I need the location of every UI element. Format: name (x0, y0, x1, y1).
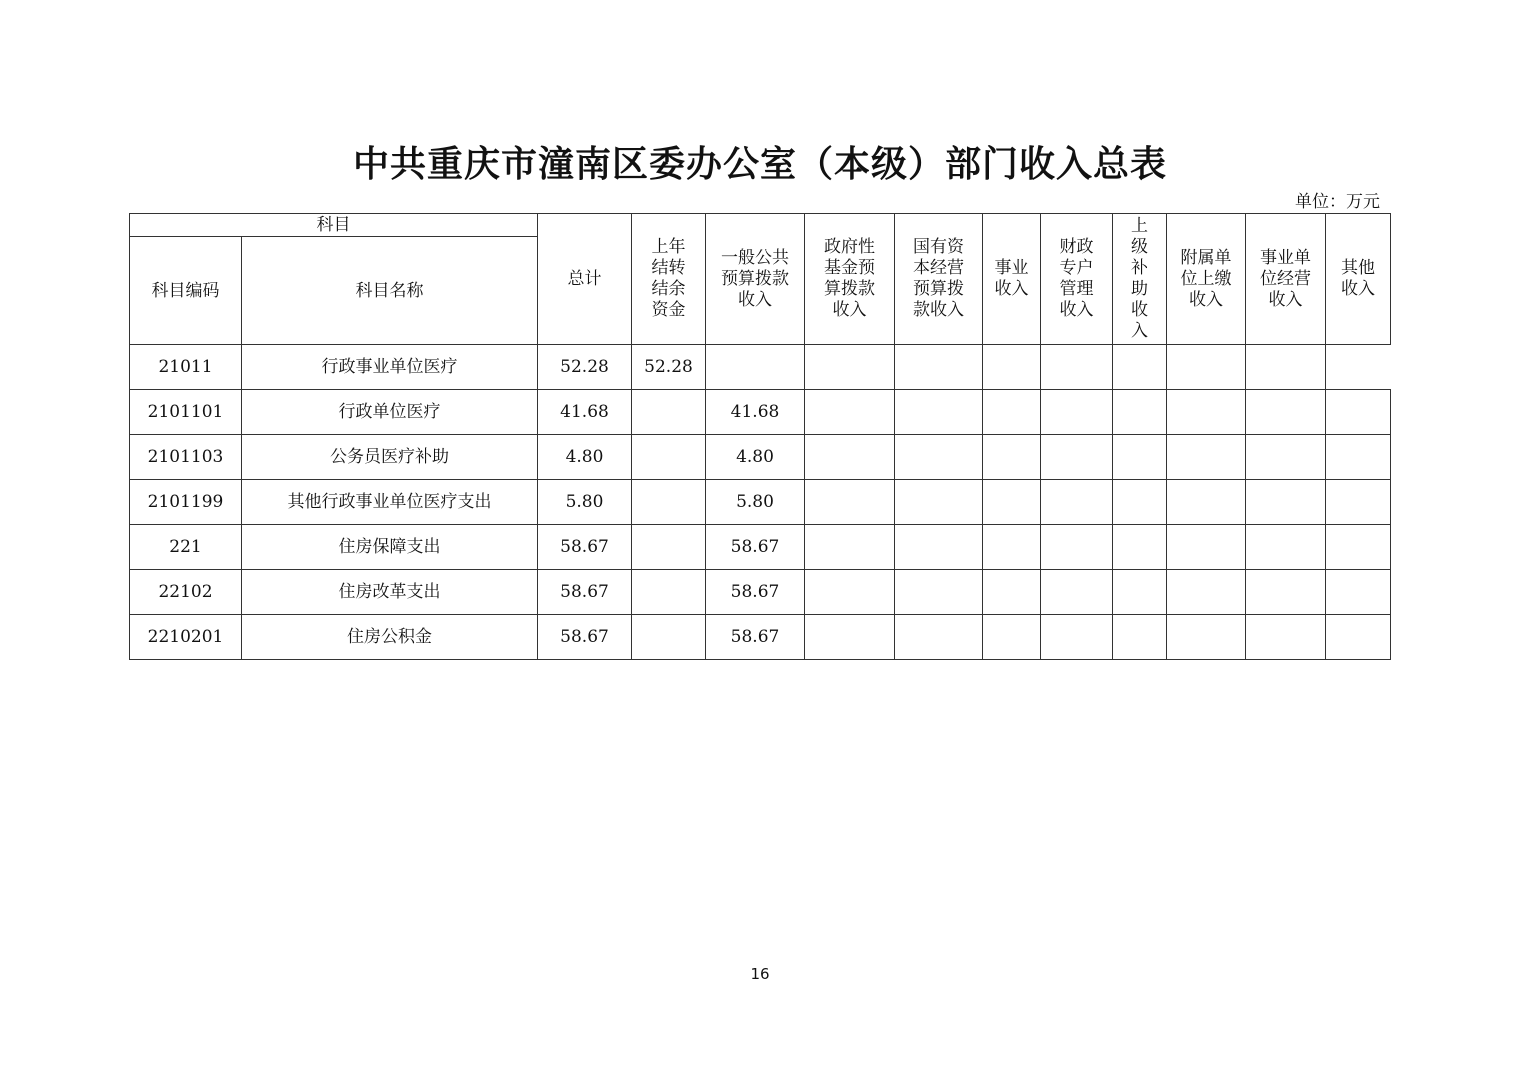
row-superior-subsidy (1113, 525, 1167, 570)
header-line: 结转 (651, 258, 686, 278)
row-operating (1246, 525, 1326, 570)
row-business (983, 615, 1041, 660)
row-total: 58.67 (538, 525, 632, 570)
header-line: 其他 (1341, 258, 1375, 278)
row-fiscal-special (1041, 435, 1113, 480)
row-gov-fund (805, 435, 895, 480)
header-line: 位上缴 (1180, 268, 1232, 289)
table-row (130, 435, 1391, 480)
table-row (130, 480, 1391, 525)
row-other (1326, 390, 1391, 435)
row-name: 住房改革支出 (242, 570, 538, 615)
row-other (1326, 615, 1391, 660)
row-fiscal-special (1041, 525, 1113, 570)
row-operating (1246, 570, 1326, 615)
row-affiliated (1167, 615, 1246, 660)
row-total: 4.80 (538, 435, 632, 480)
row-gov-fund (805, 525, 895, 570)
page-title: 中共重庆市潼南区委办公室（本级）部门收入总表 (352, 143, 1167, 185)
row-code: 2210201 (130, 615, 242, 660)
header-line: 事业单 (1260, 247, 1311, 268)
header-line: 收入 (1268, 289, 1303, 310)
row-state-capital (895, 525, 983, 570)
table-row (130, 390, 1391, 435)
header-line: 专户 (1059, 258, 1094, 278)
row-fiscal-special (1041, 570, 1113, 615)
row-fiscal-special (983, 345, 1041, 390)
row-operating (1246, 435, 1326, 480)
row-operating (1167, 345, 1246, 390)
header-line: 预算拨 (913, 279, 964, 299)
row-affiliated (1167, 435, 1246, 480)
row-business (983, 390, 1041, 435)
header-line: 结余 (651, 279, 686, 299)
row-general-budget: 58.67 (706, 525, 805, 570)
header-line: 收入 (738, 289, 772, 310)
row-general-budget: 41.68 (706, 390, 805, 435)
row-total: 52.28 (538, 345, 632, 390)
income-summary-table (129, 213, 1391, 660)
row-superior-subsidy (1041, 345, 1113, 390)
row-general-budget: 52.28 (632, 345, 706, 390)
row-operating (1246, 615, 1326, 660)
row-superior-subsidy (1113, 390, 1167, 435)
row-name: 住房保障支出 (242, 525, 538, 570)
row-carryover (632, 480, 706, 525)
row-carryover (632, 525, 706, 570)
row-gov-fund (805, 390, 895, 435)
row-general-budget: 58.67 (706, 615, 805, 660)
header-line: 事业 (994, 258, 1029, 278)
row-other (1246, 345, 1326, 390)
row-code: 21011 (130, 345, 242, 390)
header-line: 预算拨款 (721, 268, 789, 289)
row-state-capital (895, 480, 983, 525)
row-affiliated (1113, 345, 1167, 390)
row-code: 221 (130, 525, 242, 570)
row-operating (1246, 390, 1326, 435)
header-line: 级 (1131, 237, 1148, 257)
header-total: 总计 (538, 214, 632, 345)
header-state-capital (895, 214, 983, 345)
row-other (1326, 570, 1391, 615)
header-line: 财政 (1059, 237, 1094, 257)
row-fiscal-special (1041, 480, 1113, 525)
header-line: 收入 (832, 300, 867, 320)
table-row (130, 615, 1391, 660)
row-general-budget: 5.80 (706, 480, 805, 525)
header-name: 科目名称 (242, 237, 538, 345)
row-carryover (632, 615, 706, 660)
row-code: 2101199 (130, 480, 242, 525)
header-line: 一般公共 (721, 247, 789, 268)
table-row (130, 570, 1391, 615)
row-other (1326, 435, 1391, 480)
row-carryover (632, 390, 706, 435)
row-business (983, 435, 1041, 480)
row-business (983, 480, 1041, 525)
row-gov-fund (805, 615, 895, 660)
row-code: 22102 (130, 570, 242, 615)
row-business (983, 570, 1041, 615)
row-superior-subsidy (1113, 435, 1167, 480)
row-business (983, 525, 1041, 570)
row-state-capital (895, 435, 983, 480)
row-name: 行政事业单位医疗 (242, 345, 538, 390)
header-line: 收入 (1189, 289, 1223, 310)
page-number: 16 (750, 965, 770, 983)
header-line: 入 (1131, 321, 1148, 341)
header-line: 资金 (651, 300, 686, 320)
header-business (983, 214, 1041, 345)
row-operating (1246, 480, 1326, 525)
header-affiliated (1167, 214, 1246, 345)
row-superior-subsidy (1113, 480, 1167, 525)
header-line: 补 (1131, 258, 1148, 278)
row-general-budget: 58.67 (706, 570, 805, 615)
header-carryover (632, 214, 706, 345)
header-code: 科目编码 (130, 237, 242, 345)
row-name: 其他行政事业单位医疗支出 (242, 480, 538, 525)
row-business (895, 345, 983, 390)
row-gov-fund (805, 480, 895, 525)
row-total: 5.80 (538, 480, 632, 525)
header-line: 上年 (651, 237, 686, 257)
row-general-budget: 4.80 (706, 435, 805, 480)
row-affiliated (1167, 570, 1246, 615)
header-line: 收入 (1059, 300, 1094, 320)
row-name: 公务员医疗补助 (242, 435, 538, 480)
header-line: 算拨款 (824, 279, 875, 299)
row-name: 行政单位医疗 (242, 390, 538, 435)
row-code: 2101103 (130, 435, 242, 480)
unit-label: 单位：万元 (1295, 192, 1380, 212)
row-fiscal-special (1041, 615, 1113, 660)
row-fiscal-special (1041, 390, 1113, 435)
header-line: 管理 (1059, 279, 1094, 299)
table-row (130, 525, 1391, 570)
header-line: 收入 (1341, 279, 1375, 299)
row-gov-fund (805, 570, 895, 615)
row-carryover (632, 435, 706, 480)
header-line: 附属单 (1180, 247, 1232, 268)
row-affiliated (1167, 525, 1246, 570)
row-name: 住房公积金 (242, 615, 538, 660)
row-state-capital (895, 570, 983, 615)
row-state-capital (805, 345, 895, 390)
row-other (1326, 525, 1391, 570)
row-carryover (632, 570, 706, 615)
header-line: 收 (1131, 300, 1148, 320)
header-subject-group: 科目 (130, 214, 538, 237)
row-affiliated (1167, 390, 1246, 435)
table-row (130, 345, 1391, 390)
header-gov-fund (805, 214, 895, 345)
header-operating (1246, 214, 1326, 345)
row-code: 2101101 (130, 390, 242, 435)
header-line: 国有资 (913, 237, 964, 257)
header-fiscal-special (1041, 214, 1113, 345)
row-gov-fund (706, 345, 805, 390)
header-line: 政府性 (824, 237, 875, 257)
header-line: 本经营 (913, 258, 964, 278)
row-total: 41.68 (538, 390, 632, 435)
row-state-capital (895, 615, 983, 660)
header-line: 收入 (994, 279, 1029, 299)
row-total: 58.67 (538, 570, 632, 615)
row-superior-subsidy (1113, 570, 1167, 615)
row-state-capital (895, 390, 983, 435)
row-affiliated (1167, 480, 1246, 525)
header-line: 基金预 (824, 258, 875, 278)
header-other (1326, 214, 1391, 345)
header-line: 助 (1131, 279, 1148, 299)
header-line: 上 (1131, 216, 1148, 236)
row-superior-subsidy (1113, 615, 1167, 660)
header-superior-subsidy (1113, 214, 1167, 345)
header-line: 款收入 (913, 300, 964, 320)
row-other (1326, 480, 1391, 525)
row-total: 58.67 (538, 615, 632, 660)
header-general-budget (706, 214, 805, 345)
header-line: 位经营 (1260, 268, 1311, 289)
